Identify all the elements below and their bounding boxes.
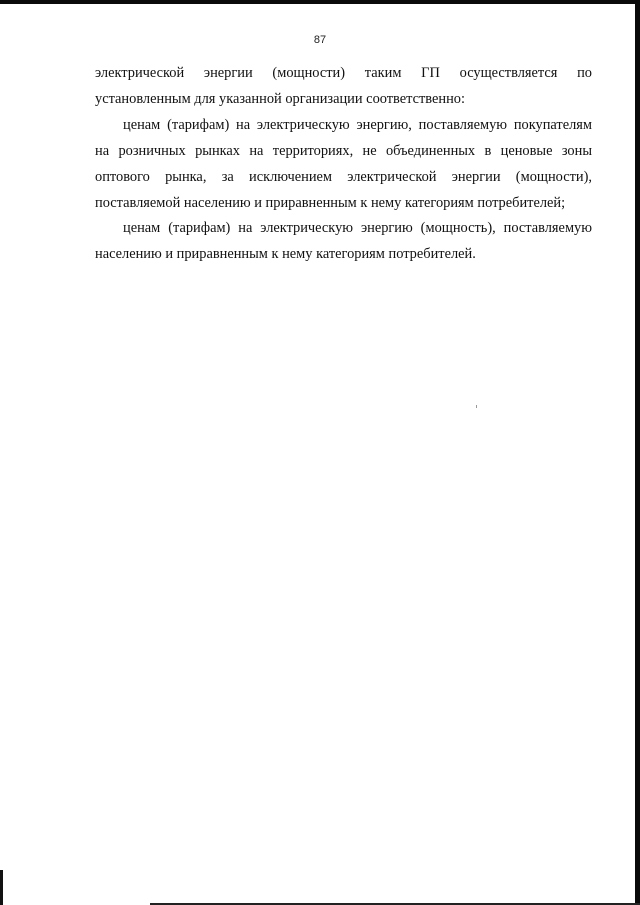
paragraph-2-line-2: на розничных рынках на территориях, не объединенных в ценовые зоны bbox=[95, 142, 592, 159]
page-number: 87 bbox=[313, 34, 327, 46]
paragraph-2-line-1: ценам (тарифам) на электрическую энергию, поставляемую покупателям bbox=[123, 116, 592, 133]
paragraph-3-line-2: населению и приравненным к нему категориям потребителей. bbox=[95, 246, 476, 263]
scan-speck bbox=[476, 405, 477, 408]
scan-border-left bbox=[0, 870, 3, 905]
scan-border-right bbox=[635, 0, 640, 905]
paragraph-3-line-1: ценам (тарифам) на электрическую энергию (мощность), поставляемую bbox=[123, 220, 592, 237]
paragraph-1-line-1: электрической энергии (мощности) таким ГП осуществляется по bbox=[95, 65, 592, 81]
paragraph-2-line-4: поставляемой населению и приравненным к нему категориям потребителей; bbox=[95, 194, 566, 211]
document-body bbox=[95, 61, 592, 268]
paragraph-1-line-2: установленным для указанной организации соответственно: bbox=[95, 90, 465, 107]
paragraph-2-line-3: оптового рынка, за исключением электрической энергии (мощности), bbox=[95, 168, 592, 185]
scan-border-top bbox=[0, 0, 640, 4]
